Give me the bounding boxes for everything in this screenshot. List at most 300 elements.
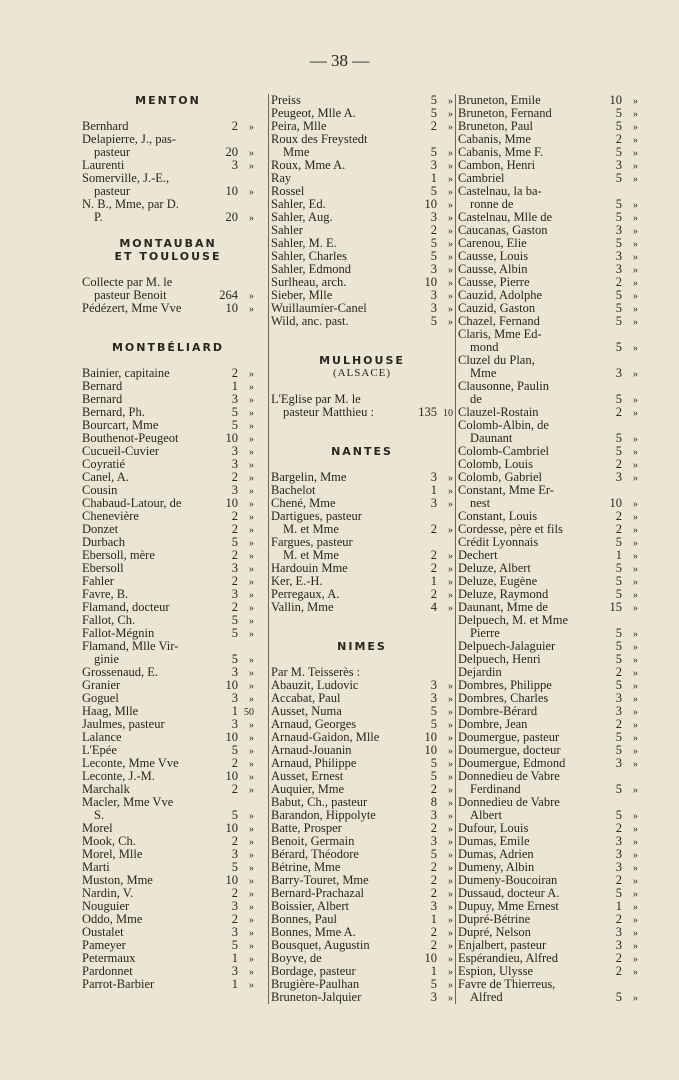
donor-line <box>458 393 638 406</box>
amount-francs: 10 <box>424 951 437 965</box>
donor-name: Donnedieu de Vabre <box>458 770 560 783</box>
amount-francs: 5 <box>430 184 437 198</box>
amount-centimes: » <box>249 473 254 484</box>
donor-name: Bousquet, Augustin <box>271 939 370 952</box>
donor-line <box>458 302 638 315</box>
donor-name: Causse, Albin <box>458 263 528 276</box>
amount-centimes: » <box>249 395 254 406</box>
amount-centimes: » <box>633 928 638 939</box>
amount-centimes: » <box>448 746 453 757</box>
donor-name: Ausset, Ernest <box>271 770 344 783</box>
donor-line <box>458 510 638 523</box>
donor-line <box>271 120 453 133</box>
amount-francs: 135 <box>418 405 437 419</box>
donor-line <box>271 809 453 822</box>
amount-francs: 5 <box>430 704 437 718</box>
amount-francs: 5 <box>430 106 437 120</box>
amount-francs: 3 <box>231 717 238 731</box>
amount-centimes: » <box>249 460 254 471</box>
amount-centimes: » <box>633 252 638 263</box>
amount-francs: 3 <box>615 938 622 952</box>
amount-francs: 5 <box>231 626 238 640</box>
donor-line <box>271 523 453 536</box>
donor-line <box>82 900 254 913</box>
amount-centimes: » <box>633 369 638 380</box>
donor-line <box>271 926 453 939</box>
amount-centimes: » <box>249 759 254 770</box>
donor-name: Caucanas, Gaston <box>458 224 548 237</box>
donor-line <box>271 211 453 224</box>
amount-centimes: » <box>448 499 453 510</box>
donor-name: Babut, Ch., pasteur <box>271 796 368 809</box>
amount-centimes: » <box>633 941 638 952</box>
amount-centimes: » <box>249 551 254 562</box>
donor-line <box>458 224 638 237</box>
amount-francs: 264 <box>219 288 238 302</box>
amount-francs: 3 <box>430 990 437 1004</box>
donor-line <box>271 601 453 614</box>
donor-name: Donzet <box>82 523 119 536</box>
amount-francs: 1 <box>231 951 238 965</box>
amount-francs: 3 <box>430 691 437 705</box>
donor-line <box>458 926 638 939</box>
amount-francs: 3 <box>430 496 437 510</box>
donor-name: Enjalbert, pasteur <box>458 939 547 952</box>
donor-line <box>458 276 638 289</box>
donor-name: Dombre-Bérard <box>458 705 538 718</box>
donor-line <box>458 861 638 874</box>
donor-name: Arnaud-Gaidon, Mlle <box>271 731 380 744</box>
amount-centimes: » <box>633 304 638 315</box>
amount-francs: 2 <box>430 821 437 835</box>
amount-centimes: » <box>249 538 254 549</box>
amount-centimes: » <box>448 122 453 133</box>
donor-name: Parrot-Barbier <box>82 978 155 991</box>
amount-francs: 2 <box>615 457 622 471</box>
amount-francs: 1 <box>430 483 437 497</box>
donor-name: Chené, Mme <box>271 497 336 510</box>
amount-centimes: » <box>249 811 254 822</box>
amount-francs: 5 <box>231 652 238 666</box>
donor-line <box>271 666 453 679</box>
amount-centimes: » <box>633 460 638 471</box>
donor-line <box>271 900 453 913</box>
amount-francs: 3 <box>231 899 238 913</box>
donor-line <box>271 133 453 146</box>
donor-name: Abauzit, Ludovic <box>271 679 359 692</box>
amount-centimes: » <box>249 564 254 575</box>
donor-name: Ebersoll <box>82 562 124 575</box>
donor-line <box>82 796 254 809</box>
donor-name: Pameyer <box>82 939 126 952</box>
donor-name: Muston, Mme <box>82 874 153 887</box>
donor-name: Morel, Mlle <box>82 848 143 861</box>
amount-francs: 5 <box>430 977 437 991</box>
amount-francs: 5 <box>615 574 622 588</box>
amount-francs: 3 <box>615 756 622 770</box>
donor-line <box>82 367 254 380</box>
donor-name: Bérard, Théodore <box>271 848 359 861</box>
donor-line <box>271 172 453 185</box>
amount-centimes: » <box>249 616 254 627</box>
donor-name: Deluze, Eugène <box>458 575 538 588</box>
donor-name: Preiss <box>271 94 301 107</box>
amount-francs: 10 <box>225 730 238 744</box>
donor-line <box>458 796 638 809</box>
donor-name: Bruneton, Emile <box>458 94 541 107</box>
amount-francs: 10 <box>225 431 238 445</box>
amount-centimes: » <box>249 447 254 458</box>
amount-centimes: » <box>448 759 453 770</box>
amount-francs: 3 <box>615 925 622 939</box>
amount-francs: 3 <box>430 678 437 692</box>
amount-francs: 3 <box>615 366 622 380</box>
amount-centimes: » <box>633 148 638 159</box>
amount-centimes: » <box>633 109 638 120</box>
donor-line <box>271 146 453 159</box>
amount-centimes: » <box>448 174 453 185</box>
amount-francs: 2 <box>430 860 437 874</box>
amount-centimes: » <box>448 239 453 250</box>
donor-name: Hardouin Mme <box>271 562 348 575</box>
donor-name: Sahler <box>271 224 303 237</box>
amount-francs: 2 <box>615 821 622 835</box>
amount-centimes: » <box>633 902 638 913</box>
amount-centimes: » <box>633 174 638 185</box>
donor-name: Bernard-Prachazal <box>271 887 364 900</box>
spacer <box>82 107 254 120</box>
donor-line <box>82 965 254 978</box>
amount-francs: 5 <box>231 860 238 874</box>
donor-name: Colomb-Albin, de <box>458 419 549 432</box>
amount-centimes: » <box>448 200 453 211</box>
amount-francs: 10 <box>225 301 238 315</box>
amount-centimes: » <box>448 954 453 965</box>
donor-name: Castelnau, Mlle de <box>458 211 553 224</box>
amount-francs: 3 <box>615 249 622 263</box>
donor-line <box>82 588 254 601</box>
donor-name: de <box>470 393 482 406</box>
amount-francs: 3 <box>430 288 437 302</box>
spacer <box>271 627 453 640</box>
amount-francs: 5 <box>430 314 437 328</box>
amount-centimes: » <box>633 850 638 861</box>
amount-centimes: » <box>633 473 638 484</box>
amount-centimes: » <box>633 161 638 172</box>
donor-name: Deluze, Raymond <box>458 588 549 601</box>
donor-name: Fahler <box>82 575 114 588</box>
amount-centimes: » <box>633 889 638 900</box>
amount-centimes: » <box>633 915 638 926</box>
amount-francs: 3 <box>430 210 437 224</box>
donor-line <box>271 302 453 315</box>
donor-name: Causse, Louis <box>458 250 529 263</box>
donor-line <box>82 523 254 536</box>
amount-francs: 2 <box>231 600 238 614</box>
donor-line <box>458 315 638 328</box>
amount-francs: 10 <box>225 821 238 835</box>
amount-francs: 1 <box>231 379 238 393</box>
donor-name: Bruneton, Paul <box>458 120 533 133</box>
donor-name: Doumergue, docteur <box>458 744 561 757</box>
amount-francs: 3 <box>231 847 238 861</box>
donor-name: Daunant <box>470 432 513 445</box>
donor-name: Bargelin, Mme <box>271 471 347 484</box>
amount-centimes: » <box>249 382 254 393</box>
donor-name: Bainier, capitaine <box>82 367 170 380</box>
donor-line <box>458 406 638 419</box>
donor-name: Batte, Prosper <box>271 822 342 835</box>
donor-name: Haag, Mlle <box>82 705 139 718</box>
amount-francs: 2 <box>615 132 622 146</box>
amount-centimes: » <box>249 928 254 939</box>
donor-line <box>271 315 453 328</box>
donor-name: Bruneton, Fernand <box>458 107 552 120</box>
donor-name: Bourcart, Mme <box>82 419 159 432</box>
donor-line <box>458 432 638 445</box>
donor-line <box>82 549 254 562</box>
donor-name: Nardin, V. <box>82 887 134 900</box>
amount-centimes: » <box>249 694 254 705</box>
donor-line <box>458 471 638 484</box>
donor-name: Dupré-Bétrine <box>458 913 531 926</box>
amount-francs: 10 <box>609 93 622 107</box>
donor-name: M. et Mme <box>283 523 339 536</box>
amount-centimes: » <box>249 902 254 913</box>
amount-francs: 3 <box>231 392 238 406</box>
amount-centimes: » <box>249 148 254 159</box>
donor-name: Roux des Freystedt <box>271 133 368 146</box>
donor-name: Donnedieu de Vabre <box>458 796 560 809</box>
donor-line <box>271 497 453 510</box>
donor-name: Bouthenot-Peugeot <box>82 432 179 445</box>
donor-name: Dartigues, pasteur <box>271 510 362 523</box>
donor-line <box>458 978 638 991</box>
amount-centimes: » <box>633 759 638 770</box>
donor-name: Ker, E.-H. <box>271 575 323 588</box>
amount-francs: 5 <box>430 847 437 861</box>
donor-line <box>458 991 638 1004</box>
spacer <box>82 328 254 341</box>
amount-centimes: » <box>249 486 254 497</box>
donor-name: Pierre <box>470 627 500 640</box>
donor-name: Daunant, Mme de <box>458 601 548 614</box>
column-1 <box>82 94 254 991</box>
donor-line <box>458 250 638 263</box>
amount-francs: 5 <box>615 236 622 250</box>
amount-francs: 5 <box>615 392 622 406</box>
donor-name: Cauzid, Gaston <box>458 302 536 315</box>
donor-name: Sieber, Mlle <box>271 289 333 302</box>
donor-name: Fallot-Mégnin <box>82 627 155 640</box>
amount-francs: 3 <box>231 691 238 705</box>
donor-name: Cauzid, Adolphe <box>458 289 543 302</box>
donor-line <box>271 744 453 757</box>
donor-line <box>458 627 638 640</box>
donor-line <box>82 770 254 783</box>
amount-francs: 3 <box>231 444 238 458</box>
amount-centimes: » <box>448 473 453 484</box>
donor-line <box>82 536 254 549</box>
amount-francs: 2 <box>231 834 238 848</box>
amount-centimes: » <box>448 187 453 198</box>
donor-name: Macler, Mme Vve <box>82 796 174 809</box>
donor-name: Mook, Ch. <box>82 835 136 848</box>
amount-francs: 10 <box>225 769 238 783</box>
donor-line <box>271 887 453 900</box>
donor-name: Doumergue, pasteur <box>458 731 560 744</box>
donor-line <box>458 965 638 978</box>
donor-name: Cordesse, père et fils <box>458 523 563 536</box>
donor-name: Clauzel-Rostain <box>458 406 539 419</box>
donor-line <box>82 575 254 588</box>
donor-name: Cabanis, Mme F. <box>458 146 544 159</box>
donor-name: Granier <box>82 679 121 692</box>
amount-centimes: » <box>448 525 453 536</box>
donor-line <box>458 185 638 198</box>
amount-francs: 5 <box>615 587 622 601</box>
amount-centimes: » <box>448 889 453 900</box>
donor-line <box>458 497 638 510</box>
amount-centimes: » <box>448 772 453 783</box>
amount-centimes: » <box>249 967 254 978</box>
amount-centimes: » <box>633 642 638 653</box>
donor-line <box>458 445 638 458</box>
donor-name: Dufour, Louis <box>458 822 529 835</box>
donor-name: mond <box>470 341 499 354</box>
amount-francs: 4 <box>430 600 437 614</box>
donor-line <box>458 159 638 172</box>
donor-line <box>82 146 254 159</box>
donor-name: Carenou, Elie <box>458 237 527 250</box>
donor-line <box>458 822 638 835</box>
donor-line <box>82 692 254 705</box>
donor-line <box>458 900 638 913</box>
donor-line <box>271 562 453 575</box>
amount-centimes: » <box>448 863 453 874</box>
donor-line <box>458 380 638 393</box>
donor-line <box>271 549 453 562</box>
amount-francs: 2 <box>231 548 238 562</box>
donor-line <box>82 783 254 796</box>
donor-line <box>82 445 254 458</box>
amount-centimes: » <box>448 590 453 601</box>
donor-name: Flamand, Mlle Vir- <box>82 640 179 653</box>
donor-line <box>458 523 638 536</box>
amount-francs: 3 <box>615 834 622 848</box>
amount-centimes: » <box>249 525 254 536</box>
donor-name: Sahler, Edmond <box>271 263 352 276</box>
amount-centimes: » <box>249 161 254 172</box>
column-2 <box>268 94 453 1004</box>
amount-centimes: » <box>633 317 638 328</box>
amount-centimes: 10 <box>443 408 453 419</box>
donor-name: Lalance <box>82 731 122 744</box>
amount-francs: 20 <box>225 210 238 224</box>
amount-francs: 2 <box>231 756 238 770</box>
donor-name: Roux, Mme A. <box>271 159 346 172</box>
donor-name: Dombres, Charles <box>458 692 549 705</box>
amount-francs: 5 <box>430 756 437 770</box>
donor-name: L'Eglise par M. le <box>271 393 361 406</box>
donor-line <box>458 835 638 848</box>
donor-line <box>458 614 638 627</box>
amount-centimes: » <box>249 421 254 432</box>
donor-line <box>82 978 254 991</box>
donor-name: Chazel, Fernand <box>458 315 540 328</box>
amount-centimes: » <box>448 148 453 159</box>
donor-name: S. <box>94 809 105 822</box>
amount-francs: 3 <box>231 587 238 601</box>
amount-centimes: » <box>448 304 453 315</box>
spacer <box>271 380 453 393</box>
donor-name: Sahler, Charles <box>271 250 347 263</box>
amount-centimes: » <box>448 252 453 263</box>
donor-name: Marti <box>82 861 110 874</box>
donor-line <box>458 120 638 133</box>
section-subheading: (ALSACE) <box>332 367 392 379</box>
donor-name: Bachelot <box>271 484 316 497</box>
donor-name: Cambriel <box>458 172 505 185</box>
amount-centimes: » <box>633 499 638 510</box>
amount-centimes: » <box>249 577 254 588</box>
donor-name: Arnaud-Jouanin <box>271 744 352 757</box>
donor-name: Fargues, pasteur <box>271 536 353 549</box>
donor-name: Dumeny-Boucoiran <box>458 874 558 887</box>
amount-centimes: » <box>633 239 638 250</box>
amount-francs: 3 <box>430 262 437 276</box>
amount-francs: 3 <box>615 158 622 172</box>
amount-centimes: » <box>633 603 638 614</box>
amount-centimes: » <box>249 629 254 640</box>
donor-line <box>82 848 254 861</box>
amount-centimes: » <box>249 122 254 133</box>
donor-name: Surlheau, arch. <box>271 276 347 289</box>
amount-centimes: » <box>249 915 254 926</box>
amount-francs: 5 <box>615 145 622 159</box>
page-number: — 38 — <box>309 51 370 70</box>
donor-line <box>458 913 638 926</box>
donor-name: Fallot, Ch. <box>82 614 136 627</box>
amount-francs: 2 <box>430 587 437 601</box>
donor-line <box>82 432 254 445</box>
amount-francs: 5 <box>231 613 238 627</box>
donor-line <box>271 510 453 523</box>
donor-name: Dupuy, Mme Ernest <box>458 900 559 913</box>
amount-francs: 1 <box>231 704 238 718</box>
donor-name: Dombre, Jean <box>458 718 528 731</box>
donor-line <box>458 731 638 744</box>
donor-name: nest <box>470 497 491 510</box>
amount-francs: 3 <box>430 301 437 315</box>
donor-name: Cluzel du Plan, <box>458 354 535 367</box>
donor-name: Favre, B. <box>82 588 129 601</box>
donor-line <box>82 380 254 393</box>
donor-name: Wuillaumier-Canel <box>271 302 367 315</box>
donor-name: Oddo, Mme <box>82 913 143 926</box>
donor-name: Deluze, Albert <box>458 562 531 575</box>
donor-name: P. <box>94 211 103 224</box>
amount-francs: 5 <box>615 431 622 445</box>
amount-francs: 2 <box>430 886 437 900</box>
donor-name: Albert <box>470 809 502 822</box>
amount-centimes: » <box>448 967 453 978</box>
donor-name: Ray <box>271 172 292 185</box>
donor-name: Morel <box>82 822 113 835</box>
amount-francs: 2 <box>231 782 238 796</box>
amount-francs: 2 <box>615 964 622 978</box>
donor-line <box>458 874 638 887</box>
